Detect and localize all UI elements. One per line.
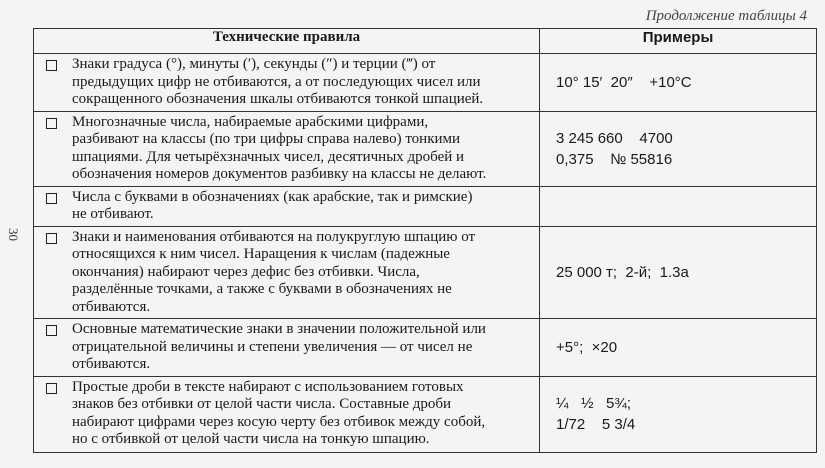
- rule-cell: [34, 226, 540, 319]
- example-cell: [540, 226, 817, 319]
- example-cell: [540, 111, 817, 186]
- checkbox-icon: [46, 118, 57, 129]
- example-line: 1/72 5 3/4: [556, 416, 636, 433]
- rule-cell: [34, 186, 540, 226]
- example-line: 3 245 660 4700: [556, 129, 673, 147]
- example-line: +5°; ×20: [556, 338, 618, 356]
- rule-text: Простые дроби в тексте набирают с использованием готовых знаков без отбивки от целой части числа. Составные дроби набирают цифрами через косую черту без отбивок между собой, но с отбивкой от целой части числа на тонкую шпацию.: [72, 378, 486, 447]
- rule-text: Знаки и наименования отбиваются на полукруглую шпацию от относящихся к ним чисел. Наращения к числам (падежные окончания) набирают через дефис без отбивки. Числа, разделённые точками, а также с буквами в обозначениях не отбиваются.: [72, 228, 476, 315]
- example-cell: [540, 376, 817, 452]
- table-row: [34, 111, 817, 186]
- example-cell: [540, 319, 817, 377]
- example-line: ¼ ½ 5¾;: [556, 395, 632, 412]
- table-row: [34, 319, 817, 377]
- checkbox-icon: [46, 233, 57, 244]
- example-cell: [540, 54, 817, 112]
- page-number: 30: [6, 228, 21, 241]
- rule-text: Числа с буквами в обозначениях (как арабские, так и римские) не отбивают.: [72, 188, 473, 222]
- example-line: 25 000 т; 2-й; 1.3а: [556, 263, 689, 281]
- rules-table: [33, 28, 817, 453]
- rule-text: Многозначные числа, набираемые арабскими цифрами, разбивают на классы (по три цифры справа налево) тонкими шпациями. Для четырёхзначных чисел, десятичных дробей и обозначения номеров документов разбивку на классы не делают.: [72, 113, 487, 182]
- table-row: [34, 54, 817, 112]
- rule-cell: [34, 319, 540, 377]
- checkbox-icon: [46, 193, 57, 204]
- checkbox-icon: [46, 383, 57, 394]
- example-line: 10° 15′ 20″ +10°C: [556, 73, 692, 91]
- example-line: 0,375 № 55816: [556, 150, 673, 168]
- rule-text: Знаки градуса (°), минуты (′), секунды (″) и терции (‴) от предыдущих цифр не отбиваются, а от последующих чисел или сокращенного обозначения шкалы отбиваются тонкой шпацией.: [72, 56, 484, 107]
- rule-cell: [34, 376, 540, 452]
- rule-cell: [34, 54, 540, 112]
- table-row: [34, 376, 817, 452]
- table-header-row: [34, 29, 817, 54]
- rules-column-header: Технические правила: [34, 29, 540, 54]
- example-cell: [540, 186, 817, 226]
- rule-text: Основные математические знаки в значении положительной или отрицательной величины и степени увеличения — от чисел не отбиваются.: [72, 321, 486, 372]
- table-row: [34, 186, 817, 226]
- continuation-label: Продолжение таблицы 4: [645, 8, 807, 24]
- checkbox-icon: [46, 325, 57, 336]
- checkbox-icon: [46, 60, 57, 71]
- table-row: [34, 226, 817, 319]
- rule-cell: [34, 111, 540, 186]
- examples-column-header: Примеры: [540, 29, 817, 54]
